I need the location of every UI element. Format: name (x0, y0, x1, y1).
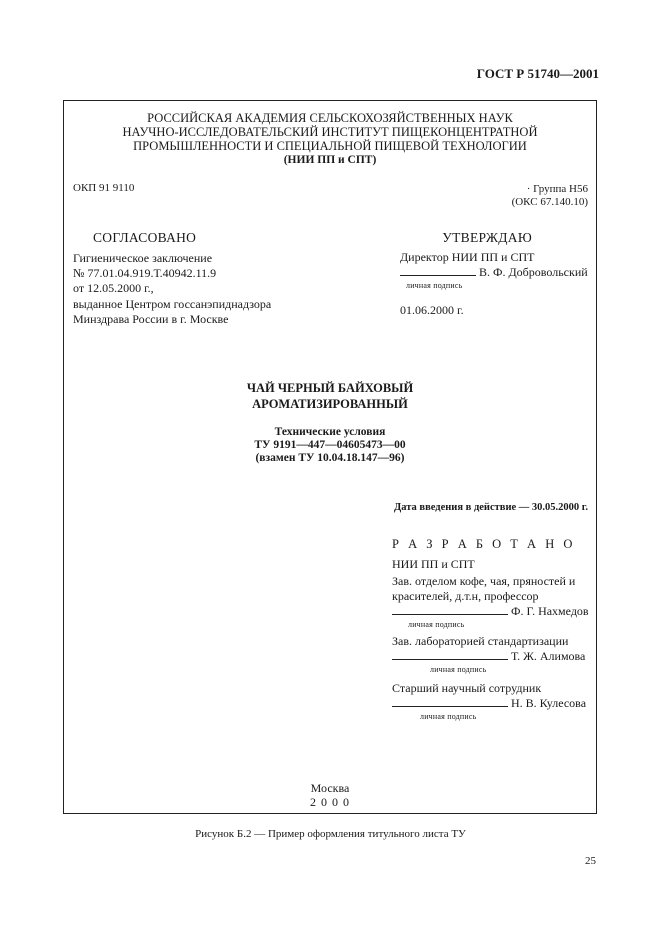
agreed-line-3: от 12.05.2000 г., (73, 281, 154, 296)
agreed-block (73, 251, 271, 327)
approval-date: 01.06.2000 г. (400, 303, 464, 317)
place-and-year (64, 781, 596, 809)
organization-abbr: (НИИ ПП и СПТ) (283, 154, 377, 166)
page-number: 25 (585, 855, 596, 867)
product-title-line-2: АРОМАТИЗИРОВАННЫЙ (252, 397, 408, 411)
oks-code: (ОКС 67.140.10) (511, 196, 588, 208)
approved-title: УТВЕРЖДАЮ (442, 230, 532, 245)
okp-code: ОКП 91 9110 (73, 182, 135, 194)
agreed-line-4: выданное Центром госсанэпиднадзора (73, 296, 272, 311)
group-codes (512, 183, 588, 209)
developer-2-signature-row (392, 649, 589, 664)
developer-1-signature-row (392, 604, 589, 619)
spec-replaces: (взамен ТУ 10.04.18.147—96) (255, 452, 405, 464)
agreed-title: СОГЛАСОВАНО (93, 230, 197, 245)
developed-title: Р А З Р А Б О Т А Н О (392, 537, 576, 551)
developer-2-position: Зав. лабораторией стандартизации (392, 634, 569, 648)
title-page-frame (63, 100, 597, 814)
developer-1-position-line-2: красителей, д.т.н, профессор (392, 589, 539, 603)
developer-3-signature-row (392, 696, 589, 711)
developer-2-name: Т. Ж. Алимова (511, 649, 586, 663)
agreed-line-2: № 77.01.04.919.Т.40942.11.9 (73, 266, 217, 281)
developer-2-signature-hint: личная подпись (430, 665, 487, 674)
agreed-line-1: Гигиеническое заключение (73, 251, 213, 265)
intro-date: Дата введения в действие — 30.05.2000 г. (394, 502, 588, 513)
approver-signature-row (400, 265, 588, 280)
developer-3-position: Старший научный сотрудник (392, 681, 542, 695)
approver-signature-hint: личная подпись (406, 281, 463, 290)
developer-1-name: Ф. Г. Нахмедов (511, 604, 589, 618)
city: Москва (310, 781, 350, 795)
agreed-line-5: Минздрава России в г. Москве (73, 311, 229, 326)
developer-1-signature-hint: личная подпись (408, 620, 465, 629)
approved-block (400, 250, 588, 318)
organization-line-2: НАУЧНО-ИССЛЕДОВАТЕЛЬСКИЙ ИНСТИТУТ ПИЩЕКОНЦЕНТРАТНОЙ (122, 125, 538, 139)
developer-org: НИИ ПП и СПТ (392, 557, 475, 571)
signature-line (400, 266, 476, 276)
signature-line (392, 697, 508, 707)
spec-label: Технические условия (274, 426, 386, 438)
approver-position: Директор НИИ ПП и СПТ (400, 250, 535, 264)
signature-line (392, 650, 508, 660)
developer-1-position-line-1: Зав. отделом кофе, чая, пряностей и (392, 574, 576, 588)
spec-code: ТУ 9191—447—04605473—00 (254, 439, 406, 451)
developer-3-name: Н. В. Кулесова (511, 696, 587, 710)
approver-name: В. Ф. Добровольский (479, 265, 588, 279)
developer-3-signature-hint: личная подпись (420, 712, 477, 721)
developers-block (392, 557, 589, 722)
group-code: · Группа Н56 (526, 183, 588, 195)
figure-caption: Рисунок Б.2 — Пример оформления титульного листа ТУ (195, 828, 466, 840)
organization-line-3: ПРОМЫШЛЕННОСТИ И СПЕЦИАЛЬНОЙ ПИЩЕВОЙ ТЕХНОЛОГИИ (133, 139, 527, 153)
product-title-line-1: ЧАЙ ЧЕРНЫЙ БАЙХОВЫЙ (246, 381, 414, 395)
document-code: ГОСТ Р 51740—2001 (476, 66, 599, 81)
year: 2 0 0 0 (310, 795, 350, 809)
signature-line (392, 605, 508, 615)
organization-line-1: РОССИЙСКАЯ АКАДЕМИЯ СЕЛЬСКОХОЗЯЙСТВЕННЫХ НАУК (147, 111, 513, 125)
